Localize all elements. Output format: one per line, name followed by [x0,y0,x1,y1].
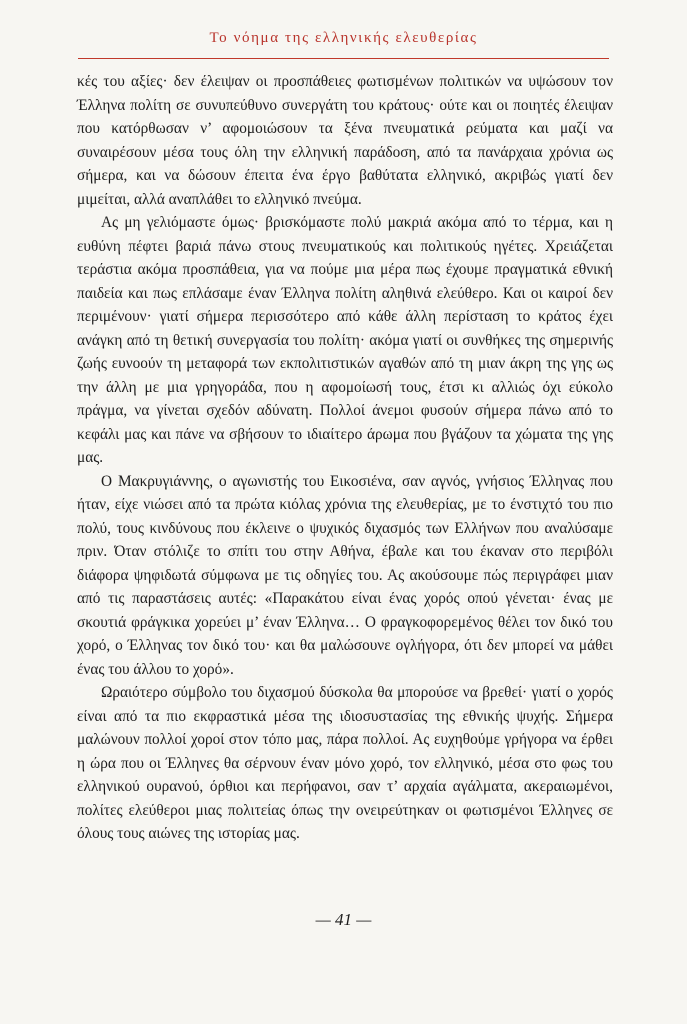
page-number: — 41 — [315,910,372,929]
body-text [77,70,613,846]
header-rule [78,58,609,59]
paragraph-4: Ωραιότερο σύμβολο του διχασμού δύσκολα θα μπορούσε να βρεθεί· γιατί ο χορός είναι από τα πιο εκφραστικά μέσα της ιδιοσυστασίας της εθνικής ψυχής. Σήμερα μαλώνουν πολλοί χοροί στον τόπο μας, πάρα πολλοί. Ας ευχηθούμε γρήγορα να έρθει η ώρα που οι Έλληνες θα σέρνουν έναν μόνο χορό, τον ελληνικό, μέσα στο φως του ελληνικού ουρανού, όρθιοι και περήφανοι, σαν τ’ αρχαία αγάλματα, ακεραιωμένοι, πολίτες ελεύθεροι μιας πολιτείας όπως την ονειρεύτηκαν οι φωτισμένοι Έλληνες σε όλους τους αιώνες της ιστορίας μας. [77,684,613,842]
paragraph-3: Ο Μακρυγιάννης, ο αγωνιστής του Εικοσιένα, σαν αγνός, γνήσιος Έλληνας που ήταν, είχε νιώσει από τα πρώτα κιόλας χρόνια της ελευθερίας, με το ένστιχτό του πιο πολύ, τους κινδύνους που έκλεινε ο ψυχικός διχασμός των Ελλήνων που αναλύσαμε πριν. Όταν στόλιζε το σπίτι του στην Αθήνα, έβαλε και του έκαναν στο περιβόλι διάφορα ψηφιδωτά σύμφωνα με τις οδηγίες του. Ας ακούσουμε πώς περιγράφει μιαν από τις παραστάσεις αυτές: «Παρακάτου είναι ένας χορός οπού γένεται· ένας με σκουτιά φράγκικα χορεύει μ’ έναν Έλληνα… Ο φραγκοφορεμένος θέλει τον δικό του χορό, ο Έλληνας τον δικό του· και θα μαλώσουνε ογλήγορα, ότι δεν μπορεί να μάθει ένας του άλλου το χορό». [77,472,613,678]
running-head: Το νόημα της ελληνικής ελευθερίας [209,30,478,46]
paragraph-2: Ας μη γελιόμαστε όμως· βρισκόμαστε πολύ μακριά ακόμα από το τέρμα, και η ευθύνη πέφτει βαριά πάνω στους πνευματικούς και πολιτικούς ηγέτες. Χρειάζεται τεράστια ακόμα προσπάθεια, για να πούμε μια μέρα πως έχουμε πραγματικά εθνική παιδεία και πως επλάσαμε έναν Έλληνα πολίτη αληθινά ελεύθερο. Και οι καιροί δεν περιμένουν· γιατί σήμερα περισσότερο από κάθε άλλη περίσταση το κράτος έχει ανάγκη από τη θετική συνεργασία του πολίτη· ακόμα γιατί οι συνθήκες της σημερινής ζωής ευνοούν τη μεταφορά των εκπολιτιστικών αγαθών από τη μιαν άκρη της γης ως την άλλη με μια γρηγοράδα, που η αφομοίωσή τους, έτσι κι αλλιώς όχι εύκολο πράγμα, να γίνεται σχεδόν αδύνατη. Πολλοί άνεμοι φυσούν σήμερα πάνω από το κεφάλι μας και πάνε να σβήσουν το ιδιαίτερο άρωμα που βγάζουν τα χώματα της γης μας. [77,214,613,466]
paragraph-1: κές του αξίες· δεν έλειψαν οι προσπάθειες φωτισμένων πολιτικών να υψώσουν τον Έλληνα πολίτη σε συνυπεύθυνο συνεργάτη του κράτους· ούτε και οι ποιητές έλειψαν που κατόρθωσαν ν’ αφομοιώσουν τα ξένα πνευματικά ρεύματα και μαζί να συναιρέσουν μέσα τους όλη την ελληνική παράδοση, από τα πανάρχαια χρόνια ως σήμερα, και να δώσουν έπειτα ένα έργο βαθύτατα ελληνικό, ακριβώς γιατί δεν μιμείται, αλλά αναπλάθει το ελληνικό πνεύμα. [77,73,613,208]
